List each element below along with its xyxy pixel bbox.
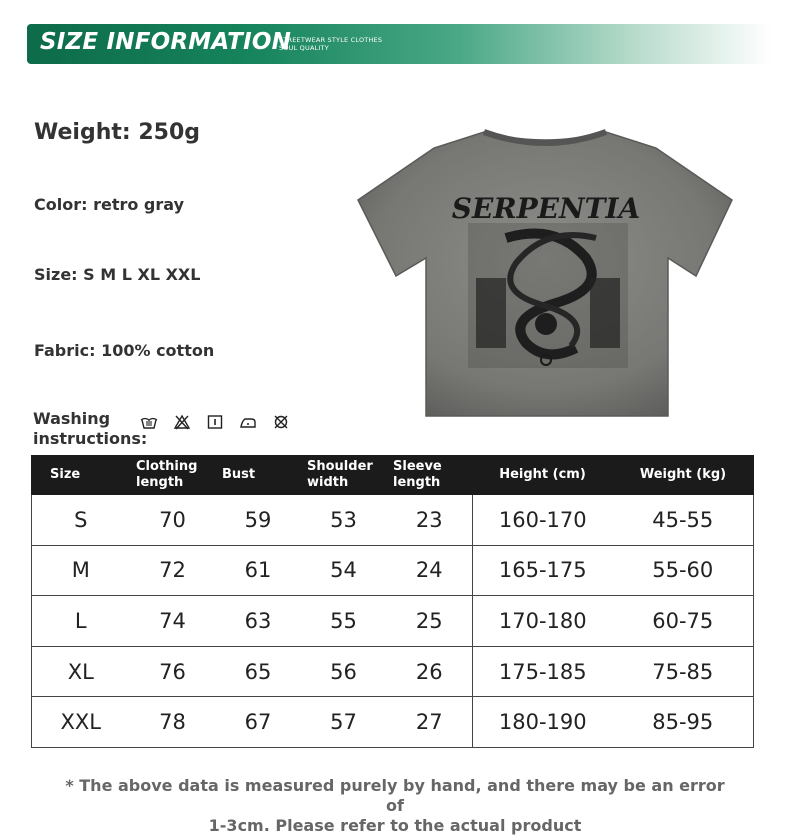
banner-title: SIZE INFORMATION xyxy=(40,29,292,55)
table-row xyxy=(32,596,754,647)
cell-height: 165-175 xyxy=(473,545,613,596)
header-shoulder-width: Shoulder width xyxy=(301,456,387,495)
tshirt-image xyxy=(356,128,734,420)
header-weight: Weight (kg) xyxy=(613,456,754,495)
cell-shoulder: 54 xyxy=(301,545,387,596)
cell-length: 78 xyxy=(130,697,216,748)
tumble-dry-icon xyxy=(206,414,224,430)
cell-shoulder: 57 xyxy=(301,697,387,748)
cell-weight: 45-55 xyxy=(613,495,754,546)
header-clothing-length: Clothing length xyxy=(130,456,216,495)
note-line1: * The above data is measured purely by hand, and there may be an error of xyxy=(65,776,725,815)
cell-size: L xyxy=(32,596,130,647)
no-bleach-icon xyxy=(173,414,191,430)
banner-subtitle-line2: SOUL QUALITY xyxy=(279,44,329,52)
cell-bust: 61 xyxy=(216,545,301,596)
cell-bust: 59 xyxy=(216,495,301,546)
note-line2: 1-3cm. Please refer to the actual product xyxy=(208,816,582,835)
cell-length: 74 xyxy=(130,596,216,647)
color-info: Color: retro gray xyxy=(34,195,184,214)
size-chart-table xyxy=(31,455,754,748)
hand-wash-icon xyxy=(140,414,158,430)
size-info-banner xyxy=(27,24,772,64)
fabric-info: Fabric: 100% cotton xyxy=(34,341,215,360)
banner-subtitle xyxy=(279,36,382,52)
table-row xyxy=(32,545,754,596)
weight-info: Weight: 250g xyxy=(34,120,200,145)
cell-weight: 60-75 xyxy=(613,596,754,647)
banner-subtitle-line1: STREETWEAR STYLE CLOTHES xyxy=(279,36,383,44)
washing-instructions-label xyxy=(33,409,147,449)
cell-length: 70 xyxy=(130,495,216,546)
cell-weight: 85-95 xyxy=(613,697,754,748)
cell-sleeve: 24 xyxy=(387,545,473,596)
table-row xyxy=(32,697,754,748)
measurement-note xyxy=(60,776,730,836)
table-row xyxy=(32,646,754,697)
cell-size: M xyxy=(32,545,130,596)
washing-icons xyxy=(140,414,290,430)
header-bust: Bust xyxy=(216,456,301,495)
shirt-graphic-text: SERPENTIA xyxy=(451,192,641,225)
cell-length: 72 xyxy=(130,545,216,596)
cell-height: 160-170 xyxy=(473,495,613,546)
cell-size: S xyxy=(32,495,130,546)
cell-size: XXL xyxy=(32,697,130,748)
cell-weight: 55-60 xyxy=(613,545,754,596)
cell-sleeve: 26 xyxy=(387,646,473,697)
cell-length: 76 xyxy=(130,646,216,697)
cell-bust: 65 xyxy=(216,646,301,697)
washing-label-line1: Washing xyxy=(33,409,111,428)
cell-sleeve: 23 xyxy=(387,495,473,546)
sizes-info: Size: S M L XL XXL xyxy=(34,265,201,284)
cell-size: XL xyxy=(32,646,130,697)
cell-height: 175-185 xyxy=(473,646,613,697)
cell-shoulder: 53 xyxy=(301,495,387,546)
washing-label-line2: instructions: xyxy=(33,429,148,448)
cell-bust: 63 xyxy=(216,596,301,647)
iron-low-icon xyxy=(239,414,257,430)
table-row xyxy=(32,495,754,546)
table-header-row xyxy=(32,456,754,495)
cell-sleeve: 25 xyxy=(387,596,473,647)
header-size: Size xyxy=(32,456,130,495)
header-sleeve-length: Sleeve length xyxy=(387,456,473,495)
cell-weight: 75-85 xyxy=(613,646,754,697)
cell-height: 180-190 xyxy=(473,697,613,748)
cell-shoulder: 56 xyxy=(301,646,387,697)
header-height: Height (cm) xyxy=(473,456,613,495)
cell-height: 170-180 xyxy=(473,596,613,647)
cell-shoulder: 55 xyxy=(301,596,387,647)
cell-bust: 67 xyxy=(216,697,301,748)
cell-sleeve: 27 xyxy=(387,697,473,748)
no-dry-clean-icon xyxy=(272,414,290,430)
